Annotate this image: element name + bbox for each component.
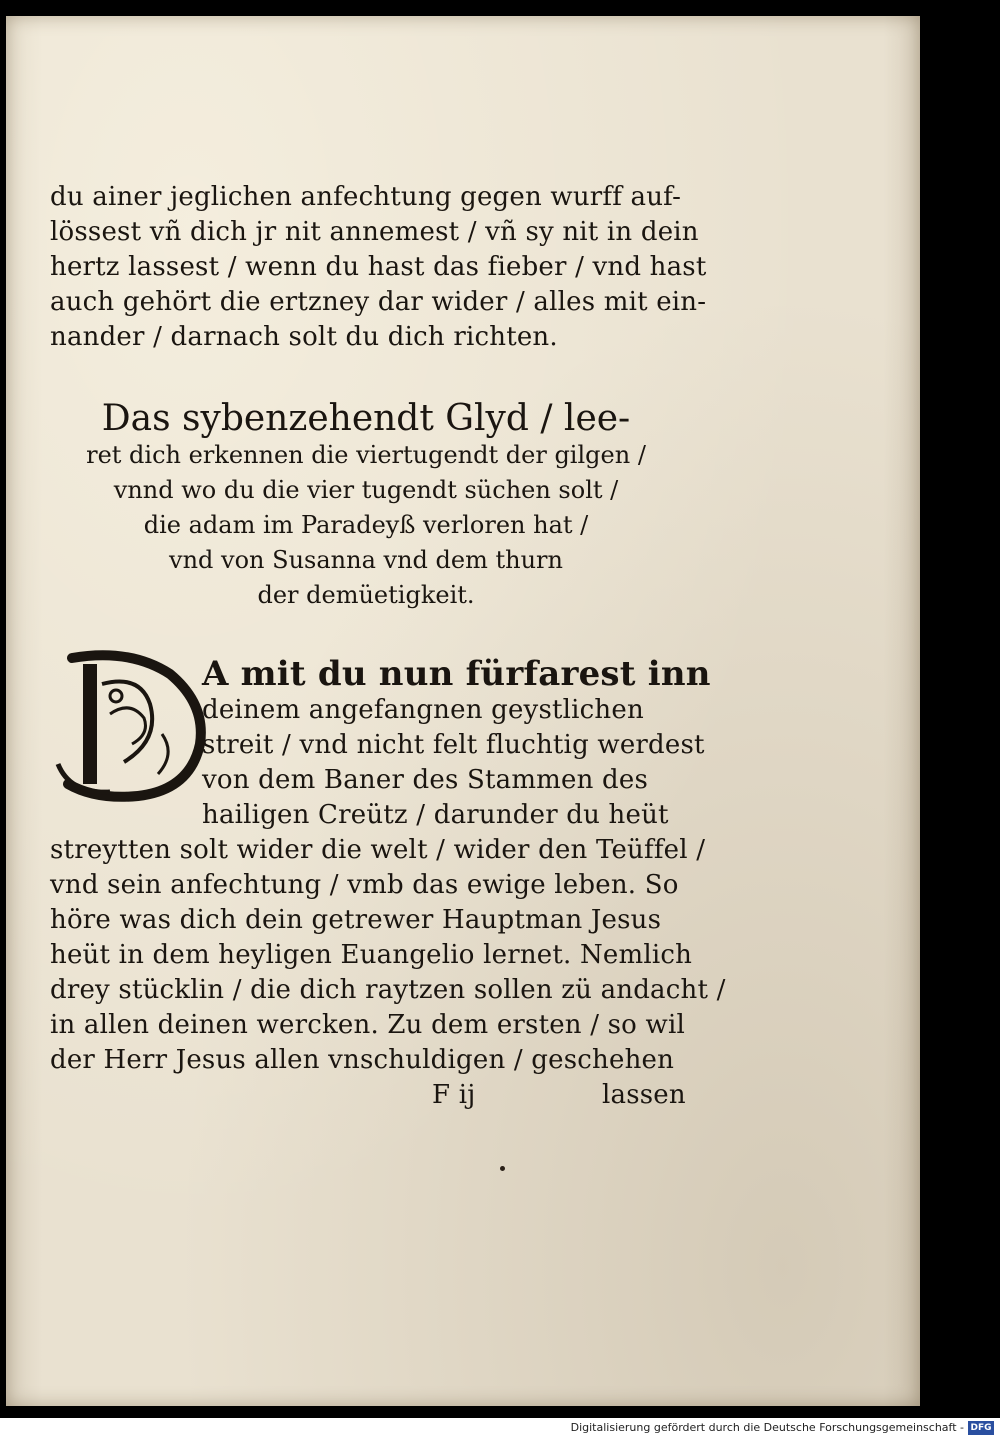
heading-line: die adam im Paradeyß verloren hat /: [143, 511, 589, 539]
text-line: nander / darnach solt du dich richten.: [50, 322, 558, 352]
text-line: in allen deinen wercken. Zu dem ersten / so wil: [50, 1010, 685, 1040]
text-line: der Herr Jesus allen vnschuldigen / geschehen: [50, 1045, 675, 1075]
text-line: deinem angefangnen geystlichen: [202, 695, 644, 725]
footer-credit: Digitalisierung gefördert durch die Deutsche Forschungsgemeinschaft -: [570, 1421, 964, 1434]
heading-line: der demüetigkeit.: [257, 581, 475, 609]
catchword: lassen: [602, 1080, 686, 1110]
text-line: auch gehört die ertzney dar wider / alles mit ein-: [50, 287, 707, 317]
ink-spot: [500, 1166, 505, 1171]
text-line: vnd sein anfechtung / vmb das ewige leben. So: [50, 870, 679, 900]
book-page: [6, 16, 920, 1406]
signature-mark: F ij: [432, 1080, 476, 1110]
text-line: heüt in dem heyligen Euangelio lernet. Nemlich: [50, 940, 693, 970]
heading-line: vnnd wo du die vier tugendt süchen solt /: [113, 476, 619, 504]
text-line: streytten solt wider die welt / wider den Teüffel /: [50, 835, 706, 865]
heading-line: Das sybenzehendt Glyd / lee-: [101, 398, 631, 439]
heading-line: vnd von Susanna vnd dem thurn: [169, 546, 563, 574]
text-line: von dem Baner des Stammen des: [202, 765, 649, 795]
dfg-logo: DFG: [968, 1421, 994, 1435]
text-line: höre was dich dein getrewer Hauptman Jesus: [50, 905, 662, 935]
text-line: lössest vñ dich jr nit annemest / vñ sy nit in dein: [50, 217, 699, 247]
footer-bar: [0, 1418, 1000, 1439]
text-line: drey stücklin / die dich raytzen sollen zü andacht /: [50, 975, 726, 1005]
text-line: hertz lassest / wenn du hast das fieber / vnd hast: [50, 252, 707, 282]
text-line: du ainer jeglichen anfechtung gegen wurff auf-: [50, 182, 682, 212]
decorated-initial-d: [50, 644, 210, 804]
text-line: hailigen Creütz / darunder du heüt: [202, 800, 669, 830]
heading-line: ret dich erkennen die viertugendt der gilgen /: [86, 441, 646, 469]
text-line: A mit du nun fürfarest inn: [202, 654, 711, 694]
text-line: streit / vnd nicht felt fluchtig werdest: [202, 730, 705, 760]
